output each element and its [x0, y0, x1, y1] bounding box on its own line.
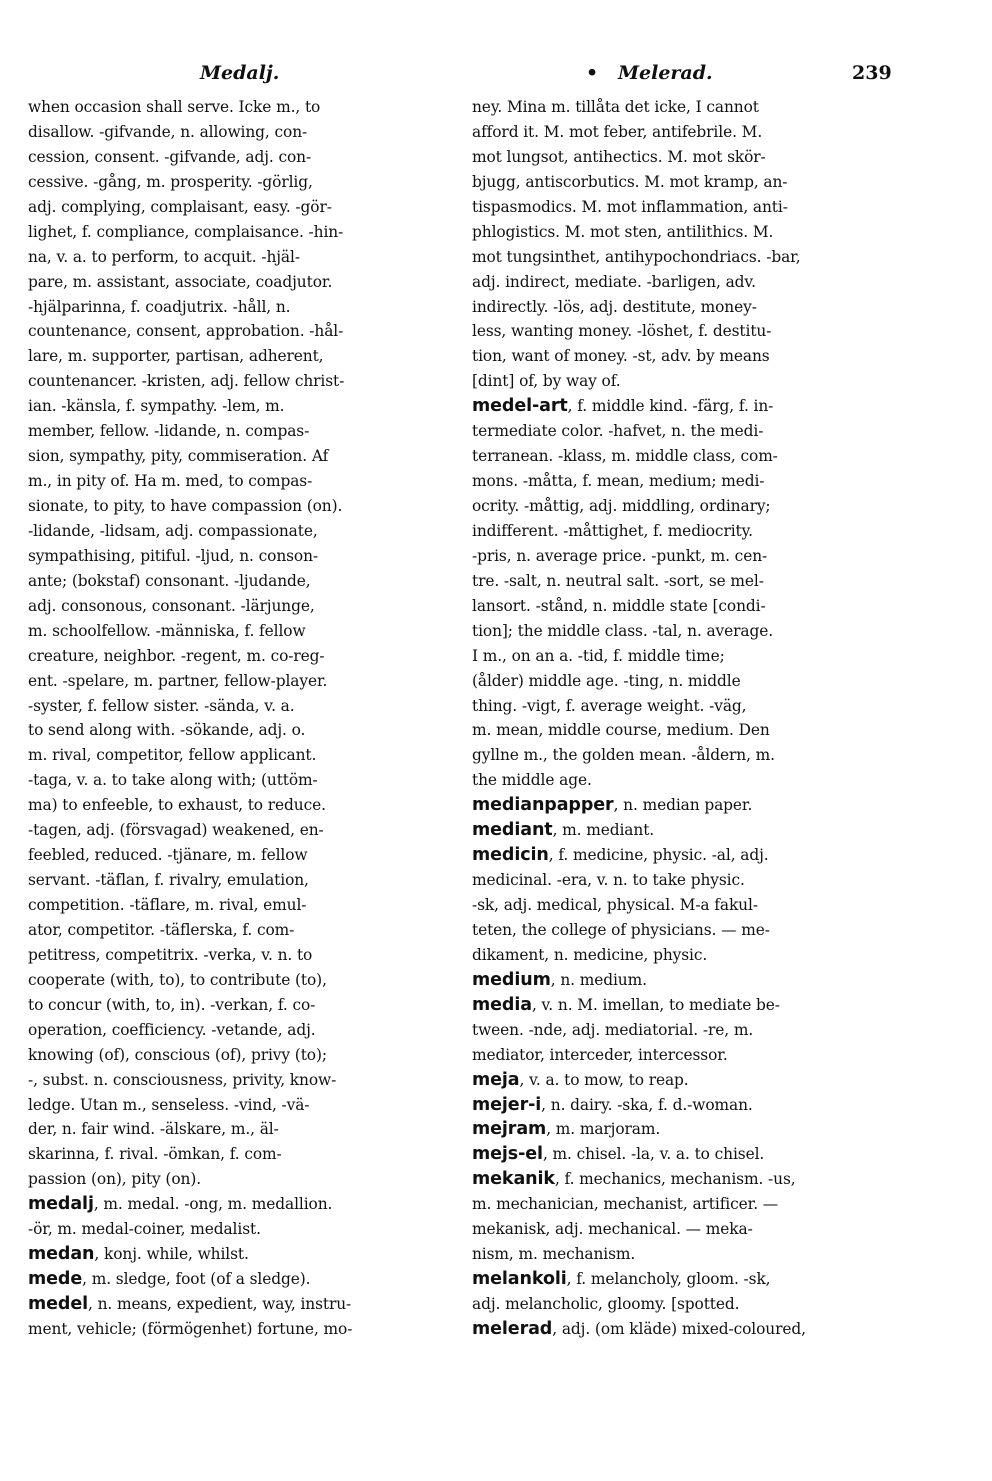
dictionary-line: m. rival, competitor, fellow applicant.: [28, 746, 317, 765]
header-mark: •: [586, 62, 599, 84]
dictionary-line: medan, konj. while, whilst.: [28, 1244, 249, 1265]
dictionary-line: lighet, f. compliance, complaisance. -hin-: [28, 222, 344, 241]
headword: meja: [472, 1069, 520, 1090]
dictionary-line: mot tungsinthet, antihypochondriacs. -bar,: [472, 247, 801, 266]
dictionary-line: mejer-i, n. dairy. -ska, f. d.-woman.: [472, 1094, 753, 1115]
dictionary-line: member, fellow. -lidande, n. compas-: [28, 422, 310, 441]
dictionary-line: mekanik, f. mechanics, mechanism. -us,: [472, 1169, 796, 1190]
running-head-right: Melerad.: [618, 62, 713, 84]
dictionary-line: ocrity. -måttig, adj. middling, ordinary;: [472, 497, 771, 515]
dictionary-line: countenance, consent, approbation. -hål-: [28, 322, 344, 341]
dictionary-line: mejs-el, m. chisel. -la, v. a. to chisel.: [472, 1144, 765, 1165]
dictionary-line: creature, neighbor. -regent, m. co-reg-: [28, 646, 325, 665]
dictionary-line: terranean. -klass, m. middle class, com-: [472, 447, 778, 466]
dictionary-line: tispasmodics. M. mot inflammation, anti-: [472, 197, 788, 216]
headword: mekanik: [472, 1169, 555, 1190]
dictionary-line: medicin, f. medicine, physic. -al, adj.: [472, 845, 769, 866]
dictionary-line: tween. -nde, adj. mediatorial. -re, m.: [472, 1020, 754, 1039]
dictionary-line: m., in pity of. Ha m. med, to compas-: [28, 472, 313, 491]
dictionary-line: lansort. -stånd, n. middle state [condi-: [472, 596, 766, 615]
headword: melankoli: [472, 1269, 567, 1290]
dictionary-line: cession, consent. -gifvande, adj. con-: [28, 147, 312, 166]
headword: medicin: [472, 845, 549, 866]
headword: medium: [472, 969, 551, 990]
headword: medianpapper: [472, 795, 614, 816]
headword: mejer-i: [472, 1094, 542, 1115]
dictionary-line: ma) to enfeeble, to exhaust, to reduce.: [28, 796, 326, 815]
dictionary-line: competition. -täflare, m. rival, emul-: [28, 896, 307, 914]
dictionary-line: less, wanting money. -löshet, f. destitu-: [472, 322, 772, 341]
dictionary-line: teten, the college of physicians. — me-: [472, 920, 770, 939]
dictionary-line: dikament, n. medicine, physic.: [472, 945, 708, 964]
dictionary-line: -, subst. n. consciousness, privity, know-: [28, 1070, 337, 1089]
dictionary-line: media, v. n. M. imellan, to mediate be-: [472, 994, 780, 1015]
dictionary-line: -syster, f. fellow sister. -sända, v. a.: [28, 696, 295, 715]
dictionary-line: ian. -känsla, f. sympathy. -lem, m.: [28, 397, 285, 416]
dictionary-line: passion (on), pity (on).: [28, 1170, 202, 1189]
dictionary-line: indirectly. -lös, adj. destitute, money-: [472, 297, 757, 316]
dictionary-line: na, v. a. to perform, to acquit. -hjäl-: [28, 247, 300, 266]
dictionary-line: ney. Mina m. tillåta det icke, I cannot: [472, 98, 759, 116]
dictionary-line: adj. melancholic, gloomy. [spotted.: [472, 1295, 740, 1313]
headword: media: [472, 994, 532, 1015]
dictionary-line: lare, m. supporter, partisan, adherent,: [28, 347, 324, 366]
headword: mejram: [472, 1119, 547, 1140]
dictionary-line: ledge. Utan m., senseless. -vind, -vä-: [28, 1095, 310, 1114]
dictionary-line: medel-art, f. middle kind. -färg, f. in-: [472, 396, 774, 417]
headword: mediant: [472, 820, 553, 841]
dictionary-line: meja, v. a. to mow, to reap.: [472, 1069, 689, 1090]
dictionary-line: adj. indirect, mediate. -barligen, adv.: [472, 272, 756, 291]
headword: medel: [28, 1294, 88, 1314]
dictionary-line: operation, coefficiency. -vetande, adj.: [28, 1020, 316, 1039]
dictionary-line: -hjälparinna, f. coadjutrix. -håll, n.: [28, 297, 291, 316]
dictionary-line: gyllne m., the golden mean. -åldern, m.: [472, 746, 775, 765]
dictionary-line: petitress, competitrix. -verka, v. n. to: [28, 945, 313, 964]
headword: mede: [28, 1269, 83, 1290]
dictionary-line: (ålder) middle age. -ting, n. middle: [472, 671, 741, 690]
dictionary-line: mot lungsot, antihectics. M. mot skör-: [472, 147, 766, 166]
dictionary-line: skarinna, f. rival. -ömkan, f. com-: [28, 1145, 282, 1164]
dictionary-line: -taga, v. a. to take along with; (uttöm-: [28, 771, 318, 790]
dictionary-line: mediant, m. mediant.: [472, 820, 655, 841]
dictionary-line: tion]; the middle class. -tal, n. average.: [472, 621, 774, 640]
dictionary-line: pare, m. assistant, associate, coadjutor.: [28, 272, 333, 291]
dictionary-line: medium, n. medium.: [472, 969, 647, 990]
running-head-left: Medalj.: [200, 62, 280, 84]
dictionary-line: cessive. -gång, m. prosperity. -görlig,: [28, 172, 313, 191]
dictionary-line: ator, competitor. -täflerska, f. com-: [28, 920, 295, 939]
dictionary-line: phlogistics. M. mot sten, antilithics. M.: [472, 222, 774, 241]
headword: medan: [28, 1244, 95, 1265]
dictionary-line: medicinal. -era, v. n. to take physic.: [472, 871, 745, 890]
dictionary-line: medel, n. means, expedient, way, instru-: [28, 1294, 352, 1314]
dictionary-line: disallow. -gifvande, n. allowing, con-: [28, 122, 308, 141]
dictionary-line: -ör, m. medal-coiner, medalist.: [28, 1220, 261, 1239]
dictionary-line: melankoli, f. melancholy, gloom. -sk,: [472, 1269, 771, 1290]
dictionary-line: mekanisk, adj. mechanical. — meka-: [472, 1220, 753, 1239]
dictionary-line: -sk, adj. medical, physical. M-a fakul-: [472, 896, 758, 914]
headword: mejs-el: [472, 1144, 543, 1165]
dictionary-line: sionate, to pity, to have compassion (on).: [28, 497, 343, 515]
dictionary-line: termediate color. -hafvet, n. the medi-: [472, 422, 764, 441]
dictionary-line: indifferent. -måttighet, f. mediocrity.: [472, 521, 753, 540]
dictionary-line: ment, vehicle; (förmögenhet) fortune, mo-: [28, 1319, 353, 1338]
dictionary-line: tre. -salt, n. neutral salt. -sort, se mel-: [472, 571, 764, 590]
dictionary-line: m. mechanician, mechanist, artificer. —: [472, 1195, 779, 1214]
dictionary-line: adj. complying, complaisant, easy. -gör-: [28, 197, 332, 216]
dictionary-line: nism, m. mechanism.: [472, 1245, 636, 1264]
dictionary-line: mede, m. sledge, foot (of a sledge).: [28, 1269, 311, 1290]
dictionary-line: sion, sympathy, pity, commiseration. Af: [28, 447, 329, 466]
dictionary-line: cooperate (with, to), to contribute (to),: [28, 970, 327, 989]
dictionary-line: -pris, n. average price. -punkt, m. cen-: [472, 546, 768, 565]
dictionary-line: melerad, adj. (om kläde) mixed-coloured,: [472, 1318, 806, 1339]
dictionary-line: knowing (of), conscious (of), privy (to);: [28, 1045, 327, 1064]
dictionary-line: adj. consonous, consonant. -lärjunge,: [28, 596, 315, 615]
dictionary-line: der, n. fair wind. -älskare, m., äl-: [28, 1120, 279, 1139]
dictionary-line: m. mean, middle course, medium. Den: [472, 721, 770, 740]
dictionary-line: feebled, reduced. -tjänare, m. fellow: [28, 846, 308, 865]
headword: medel-art: [472, 396, 568, 417]
dictionary-line: bjugg, antiscorbutics. M. mot kramp, an-: [472, 172, 788, 191]
dictionary-line: -lidande, -lidsam, adj. compassionate,: [28, 521, 318, 540]
dictionary-line: mejram, m. marjoram.: [472, 1119, 661, 1140]
dictionary-line: the middle age.: [472, 771, 592, 790]
dictionary-line: countenancer. -kristen, adj. fellow christ-: [28, 372, 345, 391]
dictionary-line: to send along with. -sökande, adj. o.: [28, 721, 306, 740]
dictionary-line: medianpapper, n. median paper.: [472, 795, 753, 816]
dictionary-line: servant. -täflan, f. rivalry, emulation,: [28, 871, 309, 890]
dictionary-line: to concur (with, to, in). -verkan, f. co-: [28, 995, 316, 1014]
dictionary-line: ent. -spelare, m. partner, fellow-player.: [28, 671, 328, 690]
dictionary-line: when occasion shall serve. Icke m., to: [28, 98, 321, 116]
dictionary-line: m. schoolfellow. -människa, f. fellow: [28, 621, 306, 640]
dictionary-line: mediator, interceder, intercessor.: [472, 1045, 728, 1064]
dictionary-line: [dint] of, by way of.: [472, 372, 621, 391]
dictionary-line: afford it. M. mot feber, antifebrile. M.: [472, 122, 763, 141]
left-column: [28, 95, 458, 1342]
page-number: 239: [852, 62, 892, 84]
headword: melerad: [472, 1318, 553, 1339]
dictionary-line: tion, want of money. -st, adv. by means: [472, 347, 770, 366]
dictionary-line: thing. -vigt, f. average weight. -väg,: [472, 696, 747, 715]
dictionary-line: medalj, m. medal. -ong, m. medallion.: [28, 1194, 333, 1215]
dictionary-line: mons. -måtta, f. mean, medium; medi-: [472, 472, 765, 491]
dictionary-line: I m., on an a. -tid, f. middle time;: [472, 646, 725, 665]
dictionary-line: -tagen, adj. (försvagad) weakened, en-: [28, 821, 324, 840]
dictionary-line: sympathising, pitiful. -ljud, n. conson-: [28, 546, 319, 565]
dictionary-line: ante; (bokstaf) consonant. -ljudande,: [28, 571, 311, 590]
right-column: [472, 95, 908, 1342]
headword: medalj: [28, 1194, 94, 1215]
